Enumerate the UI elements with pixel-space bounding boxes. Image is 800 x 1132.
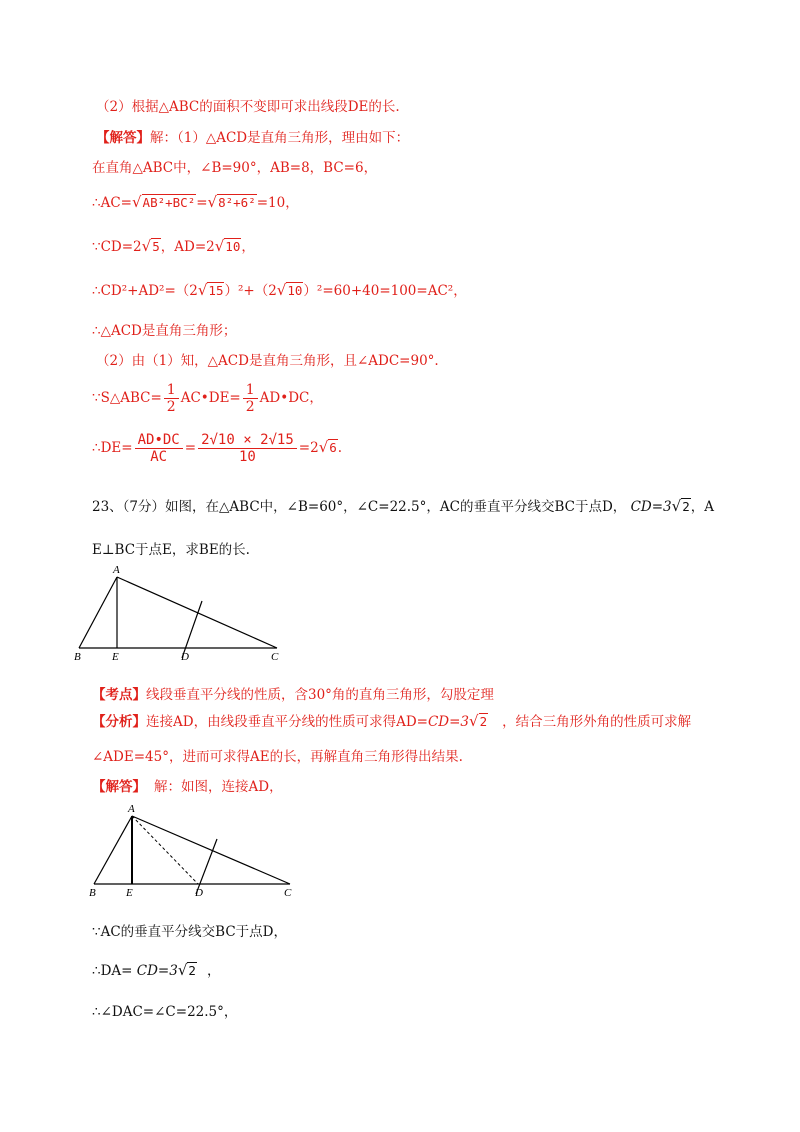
sqrt-5: √5 (141, 237, 160, 255)
q23-text: 23、（7分）如图，在△ABC中，∠B=60°，∠C=22.5°，AC的垂直平分线交BC于点D， (92, 499, 627, 515)
fig2-label-d: D (195, 887, 203, 899)
fig2-label-b: B (89, 887, 96, 899)
kaodian-line (92, 686, 494, 704)
frac-half-1-num: 1 (164, 382, 179, 399)
fenxi-line-2: ∠ADE=45°，进而可求得AE的长，再解直角三角形得出结果. (92, 749, 463, 765)
sqrt-6-body: 6 (329, 440, 337, 455)
line-area (92, 382, 323, 415)
step2-prefix: ∴DA= (92, 963, 133, 979)
jieda-line (92, 778, 283, 796)
fenxi-text-2: ，结合三角形外角的性质可求解 (502, 714, 692, 730)
cd-ad-end: ， (241, 239, 255, 255)
frac-de-1-num: AD•DC (135, 432, 183, 449)
sqrt-5-body: 5 (152, 239, 160, 254)
ac-eq: = (196, 195, 208, 211)
frac-de-1 (135, 432, 183, 465)
frac-half-2 (243, 382, 258, 415)
de-dot: . (337, 440, 343, 456)
answer-tag: 【解答】 (96, 130, 150, 146)
kaodian-text: 线段垂直平分线的性质，含30°角的直角三角形，勾股定理 (146, 687, 494, 703)
ac-prefix: ∴AC= (92, 195, 132, 211)
step2-sqrt-body: 2 (188, 963, 196, 978)
solution-step-2 (92, 961, 220, 980)
frac-de-2-num: 2√10 × 2√15 (198, 432, 297, 449)
figure-solution (84, 802, 304, 902)
answer-intro: 解：（1）△ACD是直角三角形，理由如下： (150, 130, 410, 146)
frac-half-2-num: 1 (243, 382, 258, 399)
sqrt-1: √AB²+BC² (131, 193, 196, 211)
fig2-label-c: C (284, 887, 292, 899)
sqrt-10b-body: 10 (287, 283, 303, 298)
frac-half-1 (164, 382, 179, 415)
de-eq: = (184, 440, 197, 456)
fig1-label-b: B (74, 651, 81, 663)
fenxi-text-1: 连接AD，由线段垂直平分线的性质可求得AD= (146, 714, 428, 730)
q23-cd: CD=3 (630, 499, 672, 515)
q23-statement-2: E⊥BC于点E，求BE的长. (92, 542, 250, 558)
line-sum (92, 281, 467, 300)
solution-step-1: ∵AC的垂直平分线交BC于点D， (92, 924, 287, 940)
jieda-tag: 【解答】 (92, 779, 146, 795)
answer-heading (96, 129, 409, 147)
q23-statement (92, 497, 714, 516)
step2-end: ， (206, 963, 221, 979)
sum-end: ）²=60+40=100=AC²， (303, 283, 467, 299)
frac-de-2-den: 10 (238, 449, 256, 465)
ac-result: =10， (256, 195, 299, 211)
area-prefix: ∵S△ABC= (92, 390, 162, 406)
step2-cd: CD=3 (136, 963, 178, 979)
line-de (92, 432, 342, 465)
sqrt-15-body: 15 (208, 283, 224, 298)
frac-half-1-den: 2 (166, 399, 176, 415)
cd-prefix: ∵CD=2 (92, 239, 142, 255)
frac-de-2 (198, 432, 297, 465)
sqrt-10b: √10 (276, 281, 303, 299)
q23-sqrt-body: 2 (682, 499, 690, 514)
fenxi-sqrt: √2 (469, 712, 488, 730)
fig1-label-a: A (113, 564, 120, 576)
sqrt-10-body: 10 (225, 239, 241, 254)
line-cd-ad (92, 237, 255, 256)
q23-comma: ，A (690, 499, 714, 515)
area-mid: AC•DE= (180, 390, 241, 406)
sum-mid: ）²+（2 (224, 283, 277, 299)
area-end: AD•DC， (259, 390, 323, 406)
line-part2-hint: （2）根据△ABC的面积不变即可求出线段DE的长. (96, 99, 400, 115)
kaodian-tag: 【考点】 (92, 687, 146, 703)
sqrt-15: √15 (197, 281, 224, 299)
sqrt-2: √8²+6² (207, 193, 256, 211)
fig2-label-a: A (128, 803, 135, 815)
fenxi-cd: CD=3 (427, 714, 470, 730)
solution-step-3: ∴∠DAC=∠C=22.5°， (92, 1004, 238, 1020)
sqrt-2-body: 8²+6² (218, 195, 256, 210)
sqrt-10: √10 (214, 237, 241, 255)
line-part2: （2）由（1）知，△ACD是直角三角形，且∠ADC=90°. (96, 353, 439, 369)
figure-question (70, 563, 290, 663)
fig2-label-e: E (126, 887, 133, 899)
ad-prefix: ，AD=2 (160, 239, 215, 255)
q23-sqrt: √2 (671, 497, 690, 515)
jieda-text: 解：如图，连接AD， (154, 779, 283, 795)
step2-sqrt: √2 (177, 961, 196, 979)
fenxi-line (92, 712, 691, 731)
fig1-label-d: D (181, 651, 189, 663)
line-conclusion: ∴△ACD是直角三角形； (92, 323, 237, 339)
fenxi-tag: 【分析】 (92, 714, 146, 730)
fig1-label-e: E (112, 651, 119, 663)
de-prefix: ∴DE= (92, 440, 133, 456)
fig1-label-c: C (271, 651, 279, 663)
frac-de-1-den: AC (150, 449, 168, 465)
line-given: 在直角△ABC中，∠B=90°，AB=8，BC=6， (92, 160, 378, 176)
sqrt-6: √6 (318, 438, 337, 456)
line-ac (92, 193, 299, 212)
sqrt-1-body: AB²+BC² (142, 195, 196, 210)
sum-prefix: ∴CD²+AD²=（2 (92, 283, 198, 299)
de-end: =2 (298, 440, 319, 456)
frac-half-2-den: 2 (245, 399, 255, 415)
fenxi-sqrt-body: 2 (479, 714, 488, 729)
